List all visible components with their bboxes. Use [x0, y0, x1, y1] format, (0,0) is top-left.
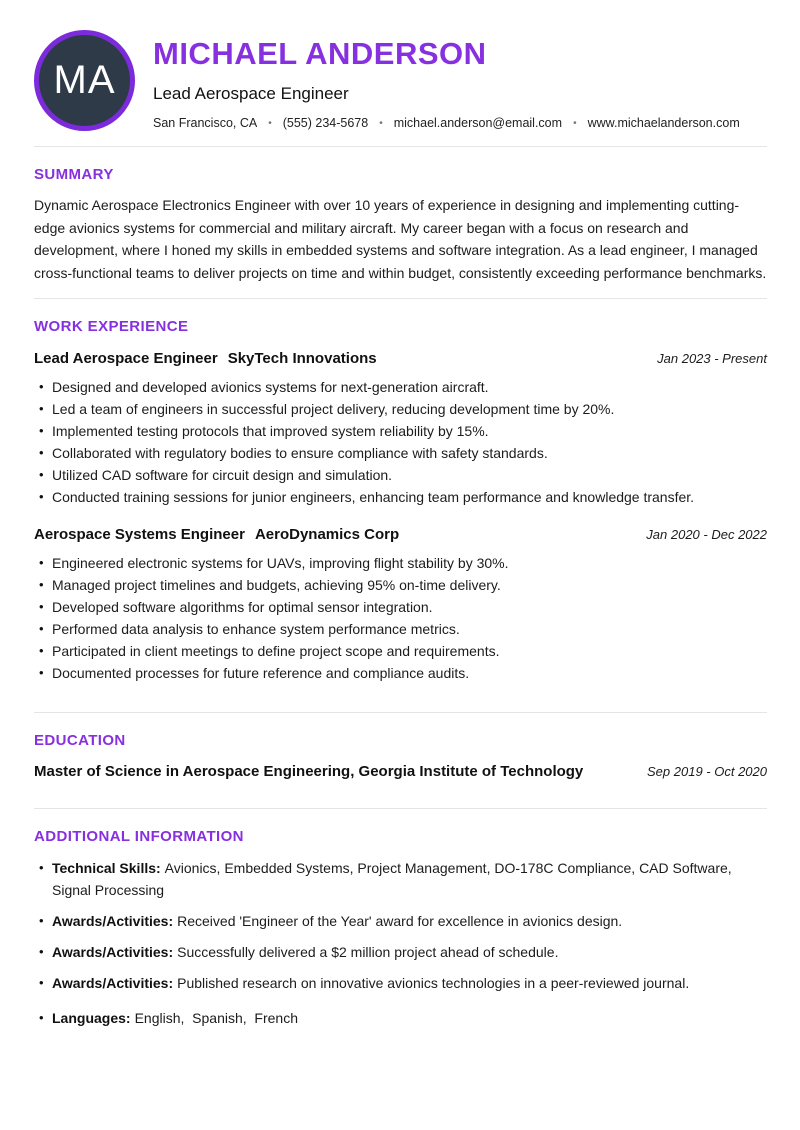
additional-info-heading: ADDITIONAL INFORMATION: [34, 828, 244, 845]
job-bullet: • Implemented testing protocols that improved system reliability by 15%.: [34, 420, 767, 442]
job-bullet: • Managed project timelines and budgets, achieving 95% on-time delivery.: [34, 574, 767, 596]
job-bullet: • Performed data analysis to enhance system performance metrics.: [34, 618, 767, 640]
section-divider: [34, 298, 767, 299]
contact-website: www.michaelanderson.com: [587, 116, 740, 130]
candidate-title: Lead Aerospace Engineer: [153, 84, 349, 103]
info-label: Awards/Activities:: [52, 913, 174, 929]
additional-info-list: [34, 857, 767, 1029]
contact-separator: •: [573, 117, 577, 129]
contact-line: [153, 116, 740, 130]
contact-phone: (555) 234-5678: [282, 116, 369, 130]
job-bullet-list: [34, 552, 767, 684]
education-dates: Sep 2019 - Oct 2020: [647, 764, 767, 779]
job-bullet-list: [34, 376, 767, 508]
section-divider: [34, 146, 767, 147]
additional-info-item: [34, 857, 767, 901]
info-value: Received 'Engineer of the Year' award for excellence in avionics design.: [177, 913, 623, 929]
additional-info-section: [34, 828, 767, 1029]
additional-info-item: [34, 941, 767, 963]
job-entry: [34, 526, 767, 684]
education-entry: [34, 763, 767, 780]
job-company: AeroDynamics Corp: [254, 526, 400, 543]
job-bullet: • Participated in client meetings to define project scope and requirements.: [34, 640, 767, 662]
additional-info-item: [34, 910, 767, 932]
section-divider: [34, 808, 767, 809]
job-bullet: • Developed software algorithms for optimal sensor integration.: [34, 596, 767, 618]
additional-info-item: [34, 1007, 767, 1029]
job-dates: Jan 2020 - Dec 2022: [646, 527, 767, 542]
work-experience-heading: WORK EXPERIENCE: [34, 318, 189, 335]
job-bullet: • Designed and developed avionics systems for next-generation aircraft.: [34, 376, 767, 398]
job-title: Aerospace Systems Engineer: [34, 526, 245, 543]
education-heading: EDUCATION: [34, 732, 126, 749]
summary-heading: SUMMARY: [34, 166, 114, 183]
info-label: Technical Skills:: [52, 860, 161, 876]
education-degree: Master of Science in Aerospace Engineering, Georgia Institute of Technology: [34, 763, 584, 780]
avatar-initials: MA: [53, 58, 116, 102]
job-header: [34, 526, 767, 543]
info-value: English, Spanish, French: [134, 1010, 298, 1026]
contact-location: San Francisco, CA: [153, 116, 258, 130]
job-bullet: • Conducted training sessions for junior engineers, enhancing team performance and knowledge transfer.: [34, 486, 767, 508]
job-dates: Jan 2023 - Present: [657, 351, 767, 366]
info-value: Successfully delivered a $2 million project ahead of schedule.: [177, 944, 559, 960]
job-bullet: • Documented processes for future reference and compliance audits.: [34, 662, 767, 684]
job-bullet: • Collaborated with regulatory bodies to ensure compliance with safety standards.: [34, 442, 767, 464]
additional-info-item: [34, 972, 767, 994]
job-bullet: • Engineered electronic systems for UAVs, improving flight stability by 30%.: [34, 552, 767, 574]
avatar: [34, 30, 135, 131]
work-experience-section: [34, 318, 767, 684]
summary-text: Dynamic Aerospace Electronics Engineer with over 10 years of experience in designing and implementing cutting-edge avionics systems for commercial and military aircraft. My career began with a focus on research and development, where I honed my skills in embedded systems and software integration. As a lead engineer, I managed cross-functional teams to deliver projects on time and within budget, consistently exceeding performance benchmarks.: [34, 197, 767, 281]
job-title: Lead Aerospace Engineer: [34, 350, 218, 367]
contact-email: michael.anderson@email.com: [393, 116, 563, 130]
section-divider: [34, 712, 767, 713]
info-value: Published research on innovative avionics technologies in a peer-reviewed journal.: [177, 975, 690, 991]
info-label: Awards/Activities:: [52, 975, 174, 991]
info-label: Awards/Activities:: [52, 944, 174, 960]
info-label: Languages:: [52, 1010, 131, 1026]
header-text: [153, 30, 740, 130]
job-bullet: • Utilized CAD software for circuit design and simulation.: [34, 464, 767, 486]
contact-separator: •: [268, 117, 272, 129]
candidate-name: MICHAEL ANDERSON: [153, 36, 487, 71]
summary-section: [34, 166, 767, 284]
resume-header: [34, 30, 767, 131]
info-value: Avionics, Embedded Systems, Project Management, DO-178C Compliance, CAD Software, Signal Processing: [52, 860, 736, 898]
job-header: [34, 350, 767, 367]
contact-separator: •: [379, 117, 383, 129]
job-entry: [34, 350, 767, 508]
job-company: SkyTech Innovations: [227, 350, 377, 367]
job-bullet: • Led a team of engineers in successful project delivery, reducing development time by 20%.: [34, 398, 767, 420]
education-section: [34, 732, 767, 780]
